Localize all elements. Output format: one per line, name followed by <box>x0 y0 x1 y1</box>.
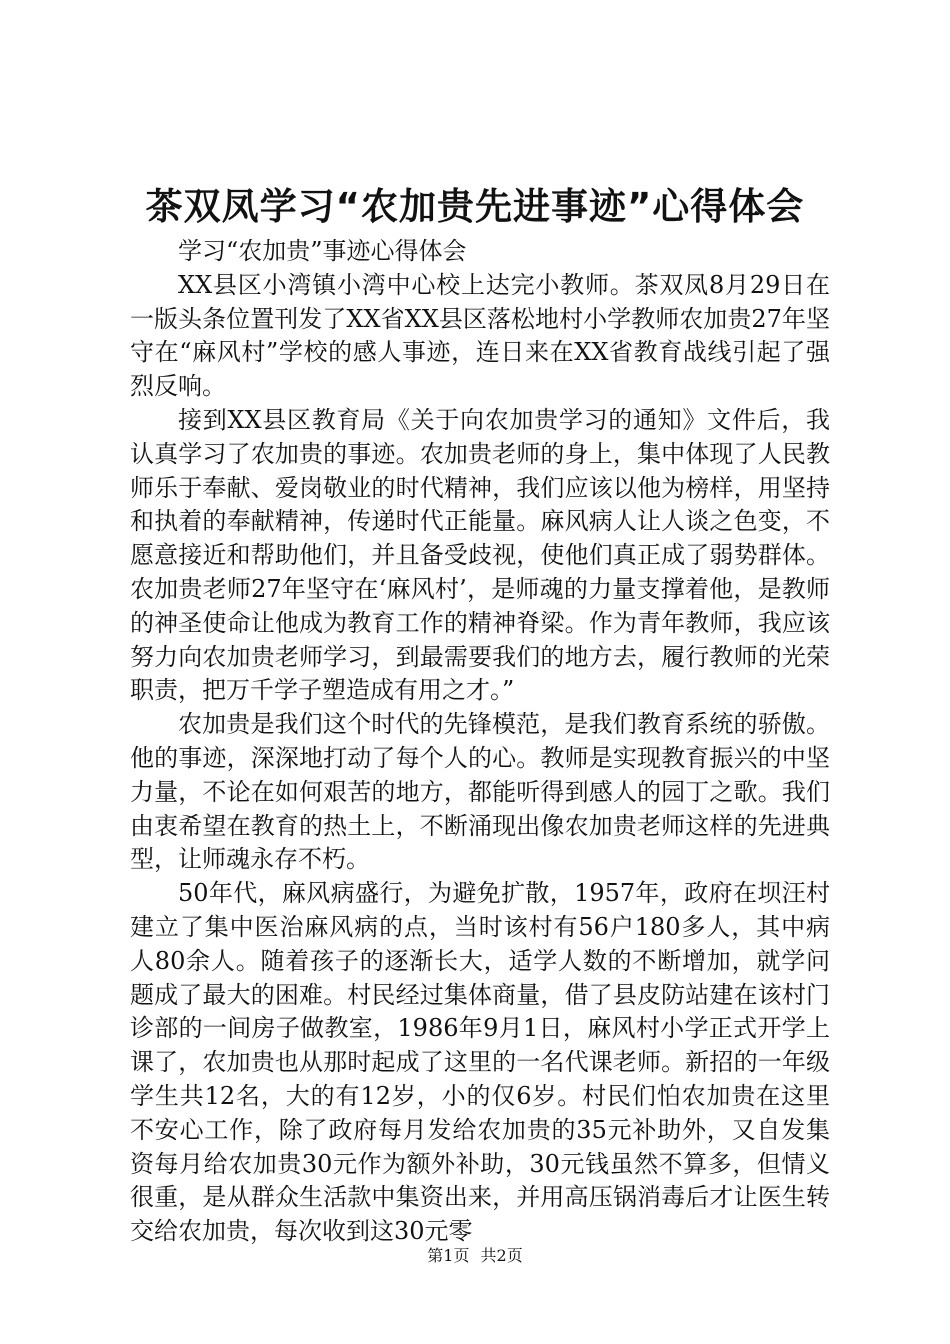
body-paragraph: XX县区小湾镇小湾中心校上达完小教师。茶双凤8月29日在一版头条位置刊发了XX省XX县区落松地村小学教师农加贵27年坚守在“麻风村”学校的感人事迹，连日来在XX省教育战线引起了强烈反响。 <box>130 270 830 401</box>
body-paragraph: 农加贵是我们这个时代的先锋模范，是我们教育系统的骄傲。他的事迹，深深地打动了每个人的心。教师是实现教育振兴的中坚力量，不论在如何艰苦的地方，都能听得到感人的园丁之歌。我们由衷希望在教育的热土上，不断涌现出像农加贵老师这样的先进典型，让师魂永存不朽。 <box>130 710 830 874</box>
page-footer <box>0 1246 950 1266</box>
page-number-total: 共2页 <box>480 1246 523 1265</box>
body-paragraph: 接到XX县区教育局《关于向农加贵学习的通知》文件后，我认真学习了农加贵的事迹。农加贵老师的身上，集中体现了人民教师乐于奉献、爱岗敬业的时代精神，我们应该以他为榜样，用坚持和执着的奉献精神，传递时代正能量。麻风病人让人谈之色变，不愿意接近和帮助他们，并且备受歧视，使他们真正成了弱势群体。农加贵老师27年坚守在‘麻风村’，是师魂的力量支撑着他，是教师的神圣使命让他成为教育工作的精神脊梁。作为青年教师，我应该努力向农加贵老师学习，到最需要我们的地方去，履行教师的光荣职责，把万千学子塑造成有用之才。” <box>130 405 830 705</box>
body-paragraph: 50年代，麻风病盛行，为避免扩散，1957年，政府在坝汪村建立了集中医治麻风病的点，当时该村有56户180多人，其中病人80余人。随着孩子的逐渐长大，适学人数的不断增加，就学问题成了最大的困难。村民经过集体商量，借了县皮防站建在该村门诊部的一间房子做教室，1986年9月1日，麻风村小学正式开学上课了，农加贵也从那时起成了这里的一名代课老师。新招的一年级学生共12名，大的有12岁，小的仅6岁。村民们怕农加贵在这里不安心工作，除了政府每月发给农加贵的35元补助外，又自发集资每月给农加贵30元作为额外补助，30元钱虽然不算多，但情义很重，是从群众生活款中集资出来，并用高压锅消毒后才让医生转交给农加贵，每次收到这30元零 <box>130 879 830 1246</box>
page-number-current: 第1页 <box>427 1246 470 1265</box>
document-body <box>130 235 830 1249</box>
page-title: 茶双凤学习“农加贵先进事迹”心得体会 <box>145 185 805 228</box>
subtitle-paragraph: 学习“农加贵”事迹心得体会 <box>178 237 467 265</box>
